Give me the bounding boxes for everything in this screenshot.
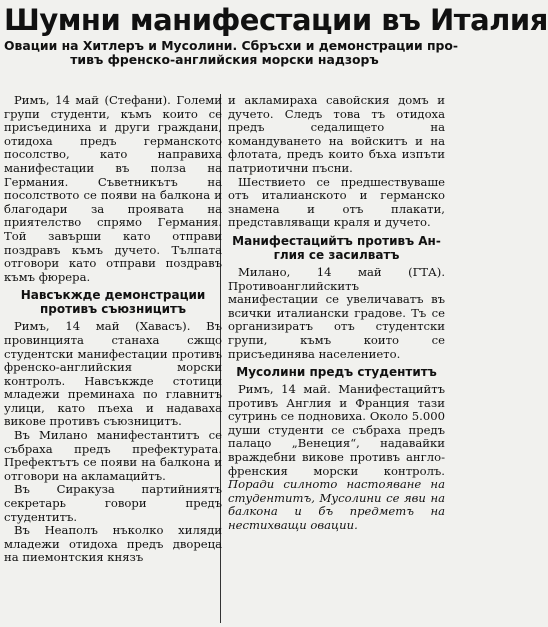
paragraph-rome-mussolini: Римъ, 14 май. Манифестацийтъ противъ Англия и Франция тази сутринь се подновиха. Около 5.000 души студенти се събраха предъ палацо „Венеция“, надавайки враждебни викове противъ англо-френския морски контролъ. Поради силното настояване на студентитъ, Мусолини се яви на балкона и бъ предметъ на нестихващи овации.: [228, 382, 445, 533]
subheading-against-england: Манифестацийтъ противъ Ан- глия се засилватъ: [232, 233, 441, 262]
paragraph-rome-stefani: Римъ, 14 май (Стефани). Големи групи студенти, къмъ които се присъединиха и други граждани, отидоха предъ германското посолство, като направиха манифестации въ полза на Германия. Съветникътъ на посолството се появи на балкона и благодари за проявата на приятелство спрямо Германия. Той завърши като отправи поздравъ къмъ дучето. Тълпата отговори като отправи поздравъ къмъ фюрера.: [4, 93, 222, 284]
paragraph-naples-continued: и акламираха савойския домъ и дучето. Следъ това тъ отидоха предъ седалището на командуването на войскитъ и на флотата, предъ които бъха изпъти патриотични пъсни.: [228, 93, 445, 175]
right-column: [228, 94, 445, 623]
deck-line-1: Овации на Хитлеръ и Мусолини. Сбръсхи и демонстрации про-: [4, 38, 459, 53]
left-column: [4, 94, 222, 623]
subheading-demonstrations: Навсъкжде демонстрации противъ съюзницитъ: [20, 288, 206, 317]
subheading-mussolini: Мусолини предъ студентитъ: [236, 365, 437, 380]
paragraph-syracuse: Въ Сиракуза партийниятъ секретарь говори предъ студентитъ.: [4, 482, 222, 524]
paragraph-procession: Шествието се предшествуваше отъ италианското и германско знамена и отъ плакати, представляващи краля и дучето.: [228, 174, 445, 230]
deck-line-2: тивъ френско-английския морски надзоръ: [70, 52, 379, 67]
headline: Шумни манифестации въ Италия: [4, 3, 548, 37]
article-columns: [4, 94, 445, 623]
paragraph-milan-gta: Милано, 14 май (ГТА). Противоанглийскитъ манифестации се увеличаватъ въ всички италиански градове. Тъ се организиратъ отъ студентски групи, къмъ които се присъединява населението.: [228, 264, 445, 361]
deck: [4, 38, 459, 67]
italic-passage: Поради силното настояване на студентитъ, Мусолини се яви на балкона и бъ предметъ на нестихващи овации.: [228, 477, 445, 533]
paragraph-naples: Въ Неаполъ нъколко хиляди младежи отидоха предъ двореца на пиемонтския князъ: [4, 523, 222, 565]
paragraph-rome-havas: Римъ, 14 май (Хавасъ). Въ провинцията станаха сжщо студентски манифестации противъ френско-английския морски контролъ. Навсъкжде стотици младежи преминаха по главнитъ улици, като пъеха и надаваха викове противъ съюзницитъ.: [4, 319, 222, 429]
paragraph-milan: Въ Милано манифестантитъ се събраха предъ префектурата. Префектътъ се появи на балкона и отговори на акламацийтъ.: [4, 428, 222, 483]
